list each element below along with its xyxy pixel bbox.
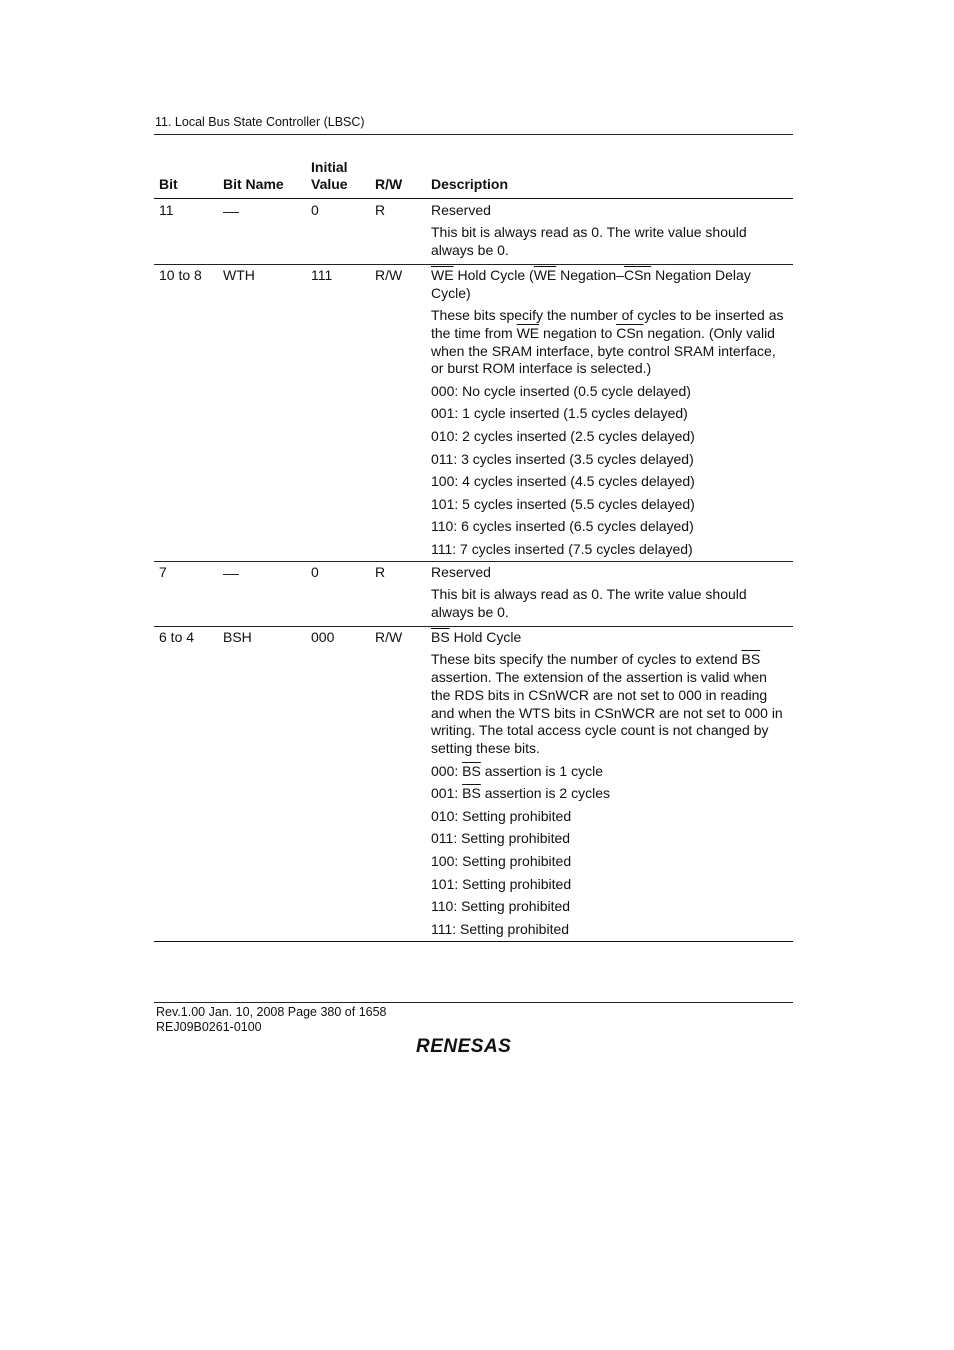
- option-item: 100: 4 cycles inserted (4.5 cycles delayed): [431, 473, 695, 490]
- cell-rw: R/W: [375, 629, 403, 645]
- page-header: 11. Local Bus State Controller (LBSC): [155, 115, 365, 129]
- footer-doc-number: REJ09B0261-0100: [156, 1020, 262, 1034]
- option-item: 010: Setting prohibited: [431, 807, 572, 824]
- cell-description: [431, 202, 786, 264]
- cell-rw: R: [375, 564, 386, 580]
- option-item: 111: Setting prohibited: [431, 920, 570, 937]
- cell-rw: R: [375, 202, 386, 218]
- desc-text: This bit is always read as 0. The write value should always be 0.: [431, 224, 747, 259]
- cell-bit: 11: [159, 202, 174, 218]
- option-item: 011: 3 cycles inserted (3.5 cycles delayed): [431, 450, 694, 467]
- col-header-bit-name: Bit Name: [223, 176, 284, 192]
- cell-bit-name-dash: [223, 202, 239, 220]
- desc-title: Reserved: [431, 564, 491, 580]
- cell-initial: 000: [311, 629, 335, 645]
- option-item: 110: Setting prohibited: [431, 898, 571, 915]
- desc-text: These bits specify the number of cycles to extend $\overline{BS}$ assertion. The extension of the assertion is valid when the RDS bits in CSnWCR are not set to 000 in reading and when the WTS bits in CSnWCR are not set to 000 in writing. The total access cycle count is not changed by setting these bits.: [431, 651, 783, 757]
- table-bottom-rule: [154, 941, 793, 942]
- col-header-initial: Initial: [311, 159, 348, 175]
- col-header-description: Description: [431, 176, 509, 192]
- cell-bit: 7: [159, 564, 167, 580]
- option-item: 100: Setting prohibited: [431, 852, 572, 869]
- option-item: 011: Setting prohibited: [431, 830, 571, 847]
- desc-title: $\overline{BS}$ Hold Cycle: [431, 629, 522, 645]
- option-item: 001: $\overline{BS}$ assertion is 2 cycles: [431, 785, 610, 802]
- header-rule: [154, 134, 793, 135]
- option-item: 101: Setting prohibited: [431, 875, 572, 892]
- cell-bit-name: WTH: [223, 267, 255, 283]
- cell-initial: 0: [311, 202, 319, 218]
- renesas-logo-text: RENESAS: [416, 1036, 512, 1056]
- row-divider: [154, 561, 793, 562]
- cell-description: [431, 564, 786, 626]
- desc-text: These bits specify the number of cycles to be inserted as the time from $\overline{WE}$ negation to $\overline{CSn}$ negation. (Only valid when the SRAM interface, byte control SRAM interface, or burst ROM interface is selected.): [431, 307, 784, 377]
- col-header-rw: R/W: [375, 176, 403, 192]
- desc-text: This bit is always read as 0. The write value should always be 0.: [431, 586, 747, 621]
- option-item: 000: $\overline{BS}$ assertion is 1 cycle: [431, 762, 603, 779]
- option-item: 110: 6 cycles inserted (6.5 cycles delayed): [431, 518, 694, 535]
- option-item: 010: 2 cycles inserted (2.5 cycles delayed): [431, 427, 695, 444]
- row-divider: [154, 264, 793, 265]
- footer-revision: Rev.1.00 Jan. 10, 2008 Page 380 of 1658: [156, 1005, 387, 1019]
- desc-title: Reserved: [431, 202, 491, 218]
- cell-rw: R/W: [375, 267, 403, 283]
- cell-description: [431, 267, 786, 564]
- option-item: 101: 5 cycles inserted (5.5 cycles delayed): [431, 495, 695, 512]
- option-item: 001: 1 cycle inserted (1.5 cycles delayed): [431, 405, 688, 422]
- cell-bit-name-dash: [223, 564, 239, 582]
- cell-description: [431, 629, 786, 943]
- renesas-logo: [414, 1034, 534, 1056]
- footer-rule: [154, 1002, 793, 1003]
- cell-initial: 0: [311, 564, 319, 580]
- row-divider: [154, 626, 793, 627]
- option-item: 000: No cycle inserted (0.5 cycle delayed): [431, 382, 691, 399]
- col-header-value: Value: [311, 176, 348, 192]
- cell-initial: 111: [311, 267, 333, 283]
- desc-title: $\overline{WE}$ Hold Cycle ($\overline{WE}$ Negation–$\overline{CSn}$ Negation Delay Cycle): [431, 267, 751, 301]
- cell-bit: 10 to 8: [159, 267, 202, 283]
- option-item: 111: 7 cycles inserted (7.5 cycles delayed): [431, 540, 693, 557]
- cell-bit: 6 to 4: [159, 629, 195, 645]
- table-header-rule: [154, 198, 793, 199]
- col-header-bit: Bit: [159, 176, 178, 192]
- cell-bit-name: BSH: [223, 629, 252, 645]
